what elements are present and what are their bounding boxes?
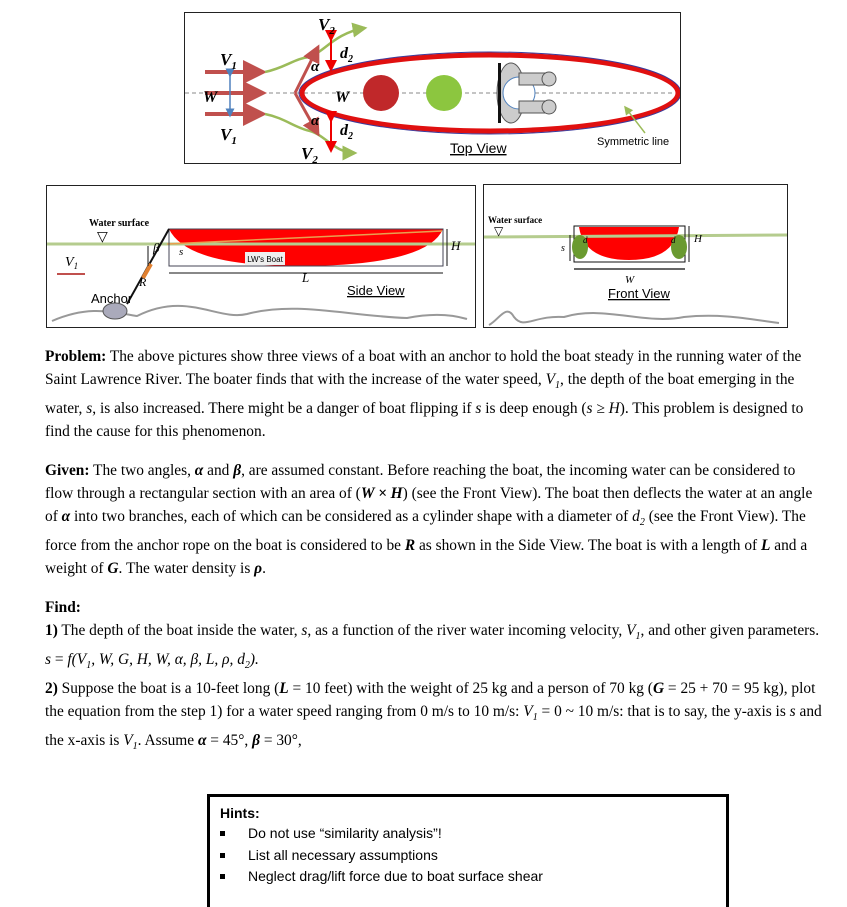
text-run: s [86,400,93,418]
text-run: = 25 + 70 = 95 kg), plot the equation from the step 1) for a water speed ranging from 0 m/s to 10 m/s: [45,680,816,721]
text-run: 1 [635,631,641,643]
hint-item: List all necessary assumptions [210,845,726,867]
text-run: The above pictures show three views of a boat with an anchor to hold the boat steady in the running water of the Saint Lawrence River. The boater finds that with the increase of the water speed, [45,348,802,388]
d2-label-top: $d_2$ [340,45,353,65]
text-run: Problem: [45,348,107,365]
v1-label-top: $V_1$ [220,50,237,72]
d-label-right: d [671,235,676,245]
boat-label: LW's Boat [247,255,283,264]
text-run: V [545,371,555,388]
side-view-figure [46,185,476,328]
w-label-boat: W [335,89,350,106]
text-run: f [67,651,72,669]
given-paragraph [45,459,825,580]
h-label: H [694,233,702,245]
hints-title: Hints: [220,805,260,821]
text-run: 1 [532,712,538,724]
text-run: The two angles, [89,462,195,479]
text-run: is deep enough ( [481,400,587,418]
text-run: α [194,462,204,479]
v2-label-top: $V_2$ [318,15,335,37]
top-view-diagram [185,13,680,163]
text-run: 2 [639,517,645,529]
text-run: V [523,703,533,721]
red-ball [363,75,399,111]
d-label-left: d [583,235,588,245]
text-run: , W, G, H, W, α, β, L, ρ, d [91,651,245,669]
text-run: ). [249,651,259,669]
text-run: and the x-axis is [45,703,822,750]
alpha-label-top: α [311,59,320,75]
text-run: ). This problem is designed to find the cause for this phenomenon. [45,400,804,441]
text-run: , is also increased. There might be a danger of boat flipping if [92,400,476,418]
boat-hull [579,227,679,260]
side-view-title: Side View [347,283,405,298]
text-run: β [233,462,242,479]
water-surface-label: Water surface [488,215,543,225]
text-run: β [252,732,260,750]
text-run: V [123,732,133,750]
text-run: (see the Front View). The force from the anchor rope on the boat is considered to be [45,508,806,555]
top-view-figure [184,12,681,164]
text-run: (V [71,651,87,669]
find-paragraph [45,596,825,758]
text-run: W × H [360,485,403,502]
symmetric-line-label: Symmetric line [597,136,670,148]
hints-list [210,823,726,888]
text-run: 1) [45,622,58,639]
text-run: = 45°, [206,732,253,750]
text-run: . The water density is [118,560,255,578]
text-run: , as a function of the river water incoming velocity, [307,622,627,639]
text-run: Find: [45,599,81,616]
side-view-diagram [47,186,475,327]
l-label: L [302,270,310,285]
front-view-diagram [484,185,787,327]
front-view-title: Front View [608,286,670,301]
text-run: , are assumed constant. Before reaching the boat, the incoming water can be considered to flow through a rectangular section with an area of ( [45,462,796,502]
front-view-figure [483,184,788,328]
hint-item: Do not use “similarity analysis”! [210,823,726,845]
anchor-label: Anchor [91,291,133,306]
text-run: ) (see the Front View). The boat then deflects the water at an angle of [45,485,813,525]
text-run: ρ [254,560,263,578]
text-run: = [51,651,68,669]
text-run: The depth of the boat inside the water, [57,622,302,639]
beta-label: β [153,240,160,255]
text-run: s [45,651,51,669]
d2-label-bottom: $d_2$ [340,122,353,142]
problem-paragraph [45,345,825,443]
text-run: . Assume [137,732,198,750]
water-surface-label: Water surface [89,218,150,229]
hint-item: Neglect drag/lift force due to boat surface shear [210,866,726,888]
text-run: 1 [132,741,138,753]
text-run: s [789,703,796,721]
v1-label-bottom: $V_1$ [220,125,237,147]
text-run: = 0 ~ 10 m/s: that is to say, the y-axis is [537,703,790,721]
text-run: Given: [45,462,90,479]
v2-label-bottom: $V_2$ [301,144,318,163]
text-run: 1 [555,380,560,392]
text-run: G [652,680,665,698]
water-level-icon: ▽ [494,224,504,238]
text-run: = 30°, [259,732,302,750]
w-label: W [203,89,218,106]
text-run: d [632,508,640,525]
person-icon [497,63,556,123]
v1-label: $V_1$ [65,255,79,271]
text-run: V [626,622,636,639]
text-run: Suppose the boat is a 10-feet long ( [57,680,280,698]
text-run: 2) [45,680,58,698]
w-label: W [625,274,635,286]
water-level-icon: ▽ [97,230,108,245]
text-run: 1 [86,660,92,672]
text-run: L [761,537,771,555]
text-run: , and other given parameters. [640,622,820,639]
text-run: G [107,560,119,578]
green-ball [426,75,462,111]
h-label: H [451,238,461,253]
text-run: α [61,508,71,525]
s-label: s [179,246,184,258]
hints-box [207,794,729,907]
text-run: and [203,462,234,479]
text-run: into two branches, each of which can be considered as a cylinder shape with a diameter of [70,508,633,525]
r-label: R [139,275,147,289]
text-run: 2 [244,660,250,672]
text-run: α [197,732,207,750]
text-run: s [475,400,482,418]
top-view-title: Top View [450,140,507,156]
text-run: R [404,537,416,555]
text-run: L [279,680,289,698]
s-label: s [561,243,565,254]
text-run: . [262,560,266,578]
text-run: s ≥ H [586,400,620,418]
text-run: = 10 feet) with the weight of 25 kg and a person of 70 kg ( [288,680,653,698]
text-run: and a weight of [45,537,808,578]
boat-hull [169,229,443,266]
text-run: s [301,622,308,639]
alpha-label-bottom: α [311,113,320,129]
text-run: as shown in the Side View. The boat is with a length of [415,537,761,555]
text-run: , the depth of the boat emerging in the water, [45,371,795,418]
